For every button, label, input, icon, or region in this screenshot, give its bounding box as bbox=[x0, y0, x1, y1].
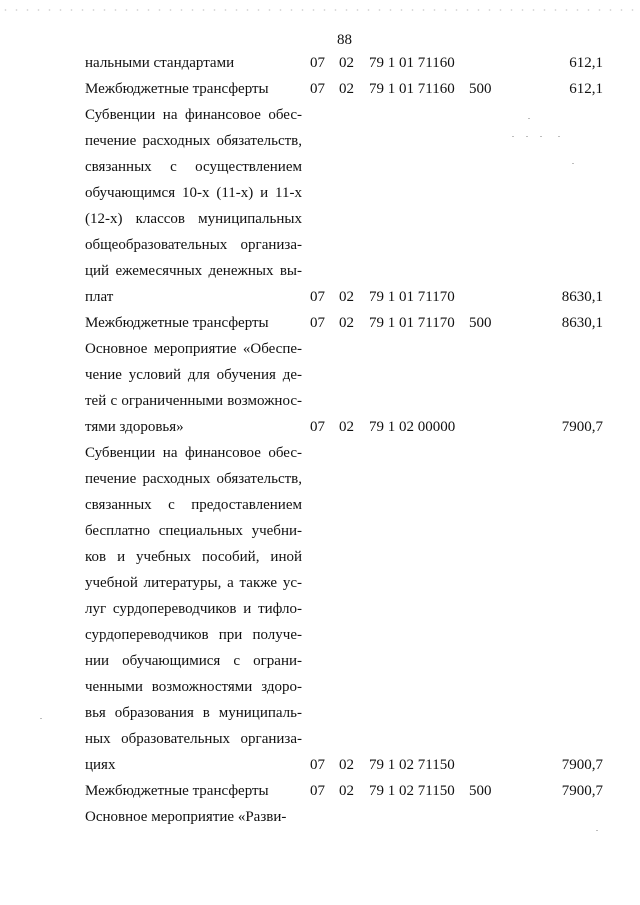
table-row-line bbox=[0, 622, 640, 648]
table-row-line bbox=[0, 544, 640, 570]
table-row-line bbox=[0, 414, 640, 440]
row-description: (12-х) классов муниципальных bbox=[85, 211, 302, 227]
table-row-line bbox=[0, 388, 640, 414]
row-description: обучающимся 10-х (11-х) и 11-х bbox=[85, 185, 302, 201]
row-description: ченными возможностями здоро- bbox=[85, 679, 302, 695]
table-row-line bbox=[0, 76, 640, 102]
table-row-line bbox=[0, 50, 640, 76]
scan-noise bbox=[0, 8, 640, 12]
section-code: 07 bbox=[310, 783, 325, 799]
table-row-line bbox=[0, 804, 640, 830]
table-row-line bbox=[0, 674, 640, 700]
table-row-line bbox=[0, 180, 640, 206]
row-description: плат bbox=[85, 289, 114, 305]
table-row-line bbox=[0, 440, 640, 466]
row-description: тями здоровья» bbox=[85, 419, 184, 435]
table-row-line bbox=[0, 492, 640, 518]
target-article-code: 79 1 01 71160 bbox=[369, 81, 455, 97]
target-article-code: 79 1 01 71170 bbox=[369, 315, 455, 331]
amount: 612,1 bbox=[569, 81, 603, 97]
row-description: сурдопереводчиков при получе- bbox=[85, 627, 302, 643]
section-code: 07 bbox=[310, 81, 325, 97]
row-description: печение расходных обязательств, bbox=[85, 471, 302, 487]
table-row-line bbox=[0, 570, 640, 596]
row-description: учебной литературы, а также ус- bbox=[85, 575, 302, 591]
table-row-line bbox=[0, 700, 640, 726]
table-row-line bbox=[0, 648, 640, 674]
row-description: Субвенции на финансовое обес- bbox=[85, 107, 302, 123]
subsection-code: 02 bbox=[339, 757, 354, 773]
target-article-code: 79 1 02 71150 bbox=[369, 757, 455, 773]
table-row-line bbox=[0, 310, 640, 336]
table-row-line bbox=[0, 726, 640, 752]
subsection-code: 02 bbox=[339, 81, 354, 97]
table-row-line bbox=[0, 154, 640, 180]
row-description: Основное мероприятие «Обеспе- bbox=[85, 341, 302, 357]
subsection-code: 02 bbox=[339, 783, 354, 799]
target-article-code: 79 1 01 71170 bbox=[369, 289, 455, 305]
row-description: бесплатно специальных учебни- bbox=[85, 523, 302, 539]
subsection-code: 02 bbox=[339, 315, 354, 331]
row-description: общеобразовательных организа- bbox=[85, 237, 302, 253]
row-description: ных образовательных организа- bbox=[85, 731, 302, 747]
row-description: нии обучающимися с ограни- bbox=[85, 653, 302, 669]
row-description: связанных с осуществлением bbox=[85, 159, 302, 175]
row-description: нальными стандартами bbox=[85, 55, 235, 71]
row-description: Межбюджетные трансферты bbox=[85, 783, 269, 799]
row-description: Основное мероприятие «Разви- bbox=[85, 809, 287, 825]
target-article-code: 79 1 01 71160 bbox=[369, 55, 455, 71]
section-code: 07 bbox=[310, 757, 325, 773]
target-article-code: 79 1 02 71150 bbox=[369, 783, 455, 799]
table-row-line bbox=[0, 128, 640, 154]
table-row-line bbox=[0, 206, 640, 232]
row-description: ков и учебных пособий, иной bbox=[85, 549, 302, 565]
amount: 7900,7 bbox=[561, 783, 603, 799]
section-code: 07 bbox=[310, 55, 325, 71]
row-description: печение расходных обязательств, bbox=[85, 133, 302, 149]
table-row-line bbox=[0, 258, 640, 284]
table-row-line bbox=[0, 518, 640, 544]
subsection-code: 02 bbox=[339, 419, 354, 435]
row-description: Субвенции на финансовое обес- bbox=[85, 445, 302, 461]
amount: 7900,7 bbox=[561, 419, 603, 435]
scan-speck bbox=[596, 830, 598, 831]
section-code: 07 bbox=[310, 419, 325, 435]
row-description: Межбюджетные трансферты bbox=[85, 81, 269, 97]
table-row-line bbox=[0, 102, 640, 128]
row-description: связанных с предоставлением bbox=[85, 497, 302, 513]
page-number: 88 bbox=[337, 32, 352, 48]
amount: 7900,7 bbox=[561, 757, 603, 773]
table-row-line bbox=[0, 752, 640, 778]
row-description: циях bbox=[85, 757, 116, 773]
row-description: тей с ограниченными возможнос- bbox=[85, 393, 302, 409]
row-description: ций ежемесячных денежных вы- bbox=[85, 263, 302, 279]
target-article-code: 79 1 02 00000 bbox=[369, 419, 456, 435]
table-row-line bbox=[0, 466, 640, 492]
subsection-code: 02 bbox=[339, 55, 354, 71]
row-description: чение условий для обучения де- bbox=[85, 367, 302, 383]
table-row-line bbox=[0, 232, 640, 258]
row-description: луг сурдопереводчиков и тифло- bbox=[85, 601, 302, 617]
amount: 8630,1 bbox=[561, 315, 603, 331]
expense-type-code: 500 bbox=[469, 783, 492, 799]
amount: 8630,1 bbox=[561, 289, 603, 305]
table-row-line bbox=[0, 596, 640, 622]
row-description: вья образования в муниципаль- bbox=[85, 705, 302, 721]
section-code: 07 bbox=[310, 315, 325, 331]
expense-type-code: 500 bbox=[469, 315, 492, 331]
table-row-line bbox=[0, 362, 640, 388]
table-row-line bbox=[0, 284, 640, 310]
row-description: Межбюджетные трансферты bbox=[85, 315, 269, 331]
subsection-code: 02 bbox=[339, 289, 354, 305]
section-code: 07 bbox=[310, 289, 325, 305]
expense-type-code: 500 bbox=[469, 81, 492, 97]
table-row-line bbox=[0, 336, 640, 362]
amount: 612,1 bbox=[569, 55, 603, 71]
table-row-line bbox=[0, 778, 640, 804]
